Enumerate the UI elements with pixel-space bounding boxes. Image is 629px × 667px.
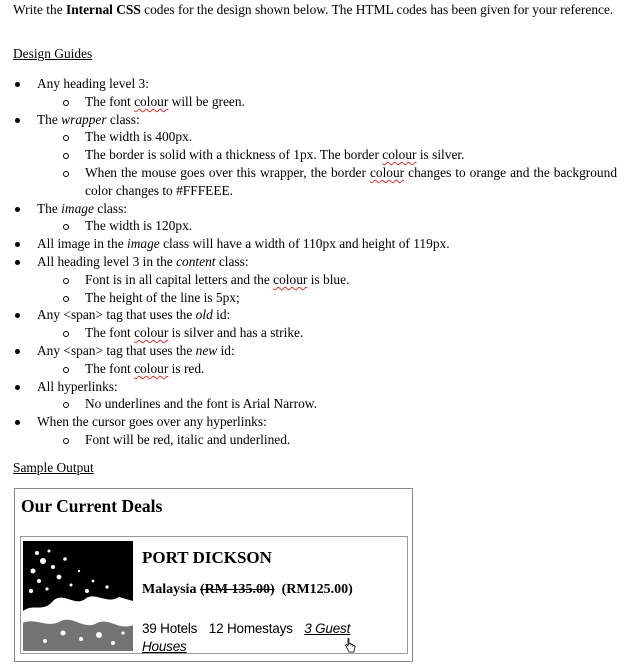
bullet-icon (15, 118, 20, 123)
price-line (142, 581, 353, 599)
circle-bullet-icon (63, 171, 69, 177)
intro-text-2: codes for the design shown below. The HTML codes has been given for your reference. (140, 2, 614, 17)
sample-content (142, 537, 402, 653)
guide-subitem: The font colour is silver and has a strike. (13, 324, 617, 342)
intro-bold: Internal CSS (66, 2, 141, 17)
bullet-icon (15, 260, 20, 265)
guide-subitem: No underlines and the font is Arial Narrow. (13, 395, 617, 413)
circle-bullet-icon (63, 296, 69, 302)
guide-subitem: The font colour is red. (13, 360, 617, 378)
guide-item: When the cursor goes over any hyperlinks: (13, 413, 617, 431)
guide-item: All hyperlinks: (13, 378, 617, 396)
sample-title: Our Current Deals (21, 496, 163, 516)
guide-item: The wrapper class: (13, 111, 617, 129)
bullet-icon (15, 82, 20, 87)
circle-bullet-icon (63, 367, 69, 373)
hand-cursor-icon (344, 638, 356, 654)
guide-subitem: When the mouse goes over this wrapper, the border colour changes to orange and the background color changes to #FFFEEE. (13, 164, 617, 200)
sample-output-heading: Sample Output (13, 460, 94, 475)
hotels-link[interactable]: 39 Hotels (142, 621, 198, 636)
bullet-icon (15, 349, 20, 354)
country-name: Malaysia (142, 582, 197, 597)
circle-bullet-icon (63, 100, 69, 106)
landscape-image (23, 541, 133, 651)
bullet-icon (15, 420, 20, 425)
guide-subitem: Font is in all capital letters and the colour is blue. (13, 271, 617, 289)
guide-item: All image in the image class will have a width of 110px and height of 119px. (13, 235, 617, 253)
accommodation-links (142, 620, 402, 656)
guide-subitem: The height of the line is 5px; (13, 289, 617, 307)
circle-bullet-icon (63, 153, 69, 159)
sample-wrapper (20, 536, 408, 654)
bullet-icon (15, 313, 20, 318)
guide-item: The image class: (13, 200, 617, 218)
guide-subitem: The width is 120px. (13, 217, 617, 235)
guide-subitem: The border is solid with a thickness of 1px. The border colour is silver. (13, 146, 617, 164)
guide-item: Any heading level 3: (13, 75, 617, 93)
circle-bullet-icon (63, 438, 69, 444)
bullet-icon (15, 207, 20, 212)
guide-subitem: Font will be red, italic and underlined. (13, 431, 617, 449)
new-price: (RM125.00) (281, 582, 353, 597)
design-guides-list (13, 75, 617, 449)
old-price: (RM 135.00) (199, 582, 275, 597)
circle-bullet-icon (63, 331, 69, 337)
circle-bullet-icon (63, 278, 69, 284)
homestays-link[interactable]: 12 Homestays (208, 621, 293, 636)
bullet-icon (15, 242, 20, 247)
guide-subitem: The font colour will be green. (13, 93, 617, 111)
intro-text-1: Write the (13, 2, 66, 17)
guide-item: Any <span> tag that uses the old id: (13, 306, 617, 324)
landscape-image-graphic (23, 541, 133, 651)
sample-output-box (14, 488, 413, 662)
guide-item: Any <span> tag that uses the new id: (13, 342, 617, 360)
destination-heading: PORT DICKSON (142, 548, 272, 567)
circle-bullet-icon (63, 402, 69, 408)
design-guides-heading: Design Guides (13, 46, 93, 61)
intro-paragraph (13, 1, 617, 18)
guide-subitem: The width is 400px. (13, 128, 617, 146)
guest-houses-link[interactable]: 3 Guest Houses (142, 621, 351, 654)
guide-item: All heading level 3 in the content class: (13, 253, 617, 271)
circle-bullet-icon (63, 135, 69, 141)
circle-bullet-icon (63, 224, 69, 230)
bullet-icon (15, 385, 20, 390)
